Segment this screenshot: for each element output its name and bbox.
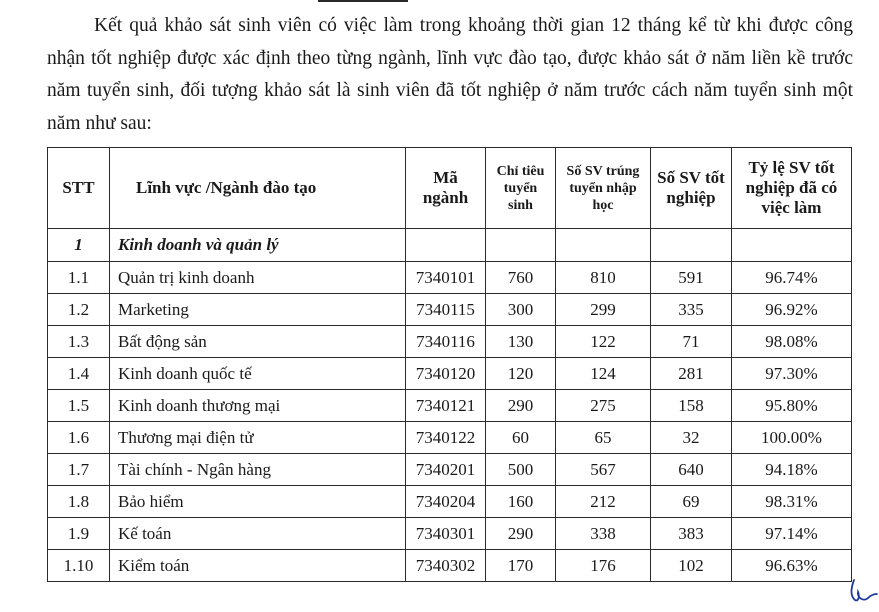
cell-quota: 290 [486, 518, 556, 550]
table-row [48, 422, 852, 454]
cell-quota: 760 [486, 262, 556, 294]
cell-code: 7340121 [406, 390, 486, 422]
cell-field-name: Kinh doanh thương mại [110, 390, 406, 422]
empty-cell [732, 229, 852, 262]
cell-admitted: 338 [556, 518, 651, 550]
cell-stt: 1.3 [48, 326, 110, 358]
cell-employment-rate: 100.00% [732, 422, 852, 454]
cell-field-name: Bảo hiểm [110, 486, 406, 518]
empty-cell [556, 229, 651, 262]
cell-graduated: 158 [651, 390, 732, 422]
cell-code: 7340120 [406, 358, 486, 390]
group-stt: 1 [48, 229, 110, 262]
cell-graduated: 640 [651, 454, 732, 486]
header-quota: Chỉ tiêu tuyển sinh [486, 148, 556, 229]
cell-graduated: 69 [651, 486, 732, 518]
cell-admitted: 212 [556, 486, 651, 518]
cell-stt: 1.9 [48, 518, 110, 550]
cell-graduated: 32 [651, 422, 732, 454]
cell-quota: 60 [486, 422, 556, 454]
cell-stt: 1.5 [48, 390, 110, 422]
header-employment-rate: Tỷ lệ SV tốt nghiệp đã có việc làm [732, 148, 852, 229]
empty-cell [651, 229, 732, 262]
cell-admitted: 65 [556, 422, 651, 454]
cell-code: 7340116 [406, 326, 486, 358]
table-row [48, 486, 852, 518]
cell-quota: 300 [486, 294, 556, 326]
cell-quota: 130 [486, 326, 556, 358]
cell-admitted: 567 [556, 454, 651, 486]
cell-stt: 1.8 [48, 486, 110, 518]
header-code: Mã ngành [406, 148, 486, 229]
table-row [48, 262, 852, 294]
cell-field-name: Kiểm toán [110, 550, 406, 582]
cell-admitted: 275 [556, 390, 651, 422]
table-row [48, 454, 852, 486]
header-admitted: Số SV trúng tuyển nhập học [556, 148, 651, 229]
header-field: Lĩnh vực /Ngành đào tạo [110, 148, 406, 229]
cell-quota: 160 [486, 486, 556, 518]
cell-stt: 1.6 [48, 422, 110, 454]
cell-code: 7340201 [406, 454, 486, 486]
cell-quota: 500 [486, 454, 556, 486]
cell-admitted: 810 [556, 262, 651, 294]
employment-survey-table [47, 147, 852, 582]
cell-field-name: Thương mại điện tử [110, 422, 406, 454]
cell-field-name: Tài chính - Ngân hàng [110, 454, 406, 486]
cell-admitted: 124 [556, 358, 651, 390]
empty-cell [486, 229, 556, 262]
table-row [48, 550, 852, 582]
cell-code: 7340101 [406, 262, 486, 294]
cell-field-name: Kế toán [110, 518, 406, 550]
table-row [48, 326, 852, 358]
cell-admitted: 122 [556, 326, 651, 358]
cell-admitted: 176 [556, 550, 651, 582]
cell-code: 7340302 [406, 550, 486, 582]
cell-graduated: 102 [651, 550, 732, 582]
cell-field-name: Quản trị kinh doanh [110, 262, 406, 294]
cell-code: 7340115 [406, 294, 486, 326]
cell-employment-rate: 95.80% [732, 390, 852, 422]
top-rule [318, 0, 408, 2]
cell-stt: 1.1 [48, 262, 110, 294]
cell-graduated: 281 [651, 358, 732, 390]
cell-employment-rate: 96.63% [732, 550, 852, 582]
cell-quota: 170 [486, 550, 556, 582]
cell-quota: 290 [486, 390, 556, 422]
header-graduated: Số SV tốt nghiệp [651, 148, 732, 229]
cell-employment-rate: 96.74% [732, 262, 852, 294]
cell-field-name: Bất động sản [110, 326, 406, 358]
table-row [48, 518, 852, 550]
cell-field-name: Marketing [110, 294, 406, 326]
cell-code: 7340204 [406, 486, 486, 518]
table-row [48, 358, 852, 390]
cell-code: 7340301 [406, 518, 486, 550]
cell-graduated: 591 [651, 262, 732, 294]
cell-employment-rate: 97.14% [732, 518, 852, 550]
cell-stt: 1.10 [48, 550, 110, 582]
cell-employment-rate: 98.08% [732, 326, 852, 358]
cell-quota: 120 [486, 358, 556, 390]
cell-stt: 1.4 [48, 358, 110, 390]
header-stt: STT [48, 148, 110, 229]
cell-stt: 1.7 [48, 454, 110, 486]
empty-cell [406, 229, 486, 262]
cell-graduated: 71 [651, 326, 732, 358]
cell-graduated: 383 [651, 518, 732, 550]
cell-employment-rate: 94.18% [732, 454, 852, 486]
cell-stt: 1.2 [48, 294, 110, 326]
cell-graduated: 335 [651, 294, 732, 326]
signature-mark [848, 572, 878, 606]
cell-employment-rate: 96.92% [732, 294, 852, 326]
intro-paragraph: Kết quả khảo sát sinh viên có việc làm trong khoảng thời gian 12 tháng kể từ khi được công nhận tốt nghiệp được xác định theo từng ngành, lĩnh vực đào tạo, được khảo sát ở năm liền kề trước năm tuyển sinh, đối tượng khảo sát là sinh viên đã tốt nghiệp ở năm trước cách năm tuyển sinh một năm như sau: [47, 15, 853, 134]
cell-employment-rate: 97.30% [732, 358, 852, 390]
table-row [48, 294, 852, 326]
cell-employment-rate: 98.31% [732, 486, 852, 518]
group-name: Kinh doanh và quản lý [110, 229, 406, 262]
table-header-row [48, 148, 852, 229]
group-row [48, 229, 852, 262]
cell-admitted: 299 [556, 294, 651, 326]
table-body [48, 229, 852, 582]
table-row [48, 390, 852, 422]
cell-code: 7340122 [406, 422, 486, 454]
cell-field-name: Kinh doanh quốc tế [110, 358, 406, 390]
